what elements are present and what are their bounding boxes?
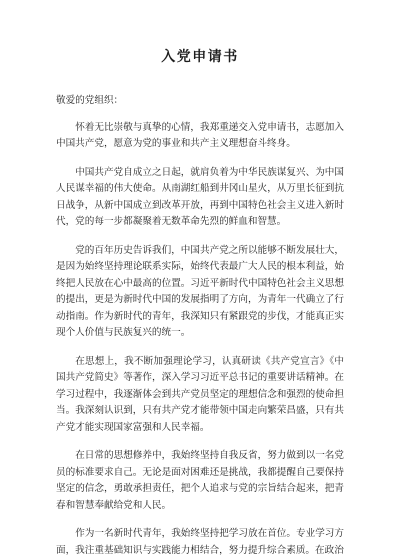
- paragraph-6: 作为一名新时代青年，我始终坚持把学习放在首位。专业学习方面，我注重基础知识与实践能力相结合，努力提升综合素质。在政治: [56, 528, 344, 556]
- paragraph-2: 中国共产党自成立之日起，就肩负着为中华民族谋复兴、为中国人民谋幸福的伟大使命。从南湖红船到井冈山星火，从万里长征到抗日战争，从新中国成立到改革开放，再到中国特色社会主义进入新时代，党的每一步都凝聚着无数革命先烈的鲜血和智慧。: [56, 166, 344, 227]
- salutation: 敬爱的党组织：: [56, 95, 124, 106]
- paragraph-3: 党的百年历史告诉我们，中国共产党之所以能够不断发展壮大，是因为始终坚持理论联系实际，始终代表最广大人民的根本利益，始终把人民放在心中最高的位置。习近平新时代中国特色社会主义思想的提出，更是为新时代中国的发展指明了方向，为青年一代确立了行动指南。作为新时代的青年，我深知只有紧跟党的步伐，才能真正实现个人价值与民族复兴的统一。: [56, 244, 344, 338]
- paragraph-4: 在思想上，我不断加强理论学习，认真研读《共产党宣言》《中国共产党简史》等著作，深入学习习近平总书记的重要讲话精神。在学习过程中，我逐渐体会到共产党员坚定的理想信念和强烈的使命担当。我深刻认识到，只有共产党才能带领中国走向繁荣昌盛，只有共产党才能实现国家富强和人民幸福。: [56, 355, 344, 433]
- document-title: 入党申请书: [161, 49, 239, 65]
- paragraph-1: 怀着无比崇敬与真挚的心情，我郑重递交入党申请书，志愿加入中国共产党，愿意为党的事业和共产主义理想奋斗终身。: [56, 121, 344, 149]
- paragraph-5: 在日常的思想修养中，我始终坚持自我反省，努力做到以一名党员的标准要求自己。无论是面对困难还是挑战，我都提醒自己要保持坚定的信念，勇敢承担责任，把个人追求与党的宗旨结合起来，把青春和智慧奉献给党和人民。: [56, 450, 344, 511]
